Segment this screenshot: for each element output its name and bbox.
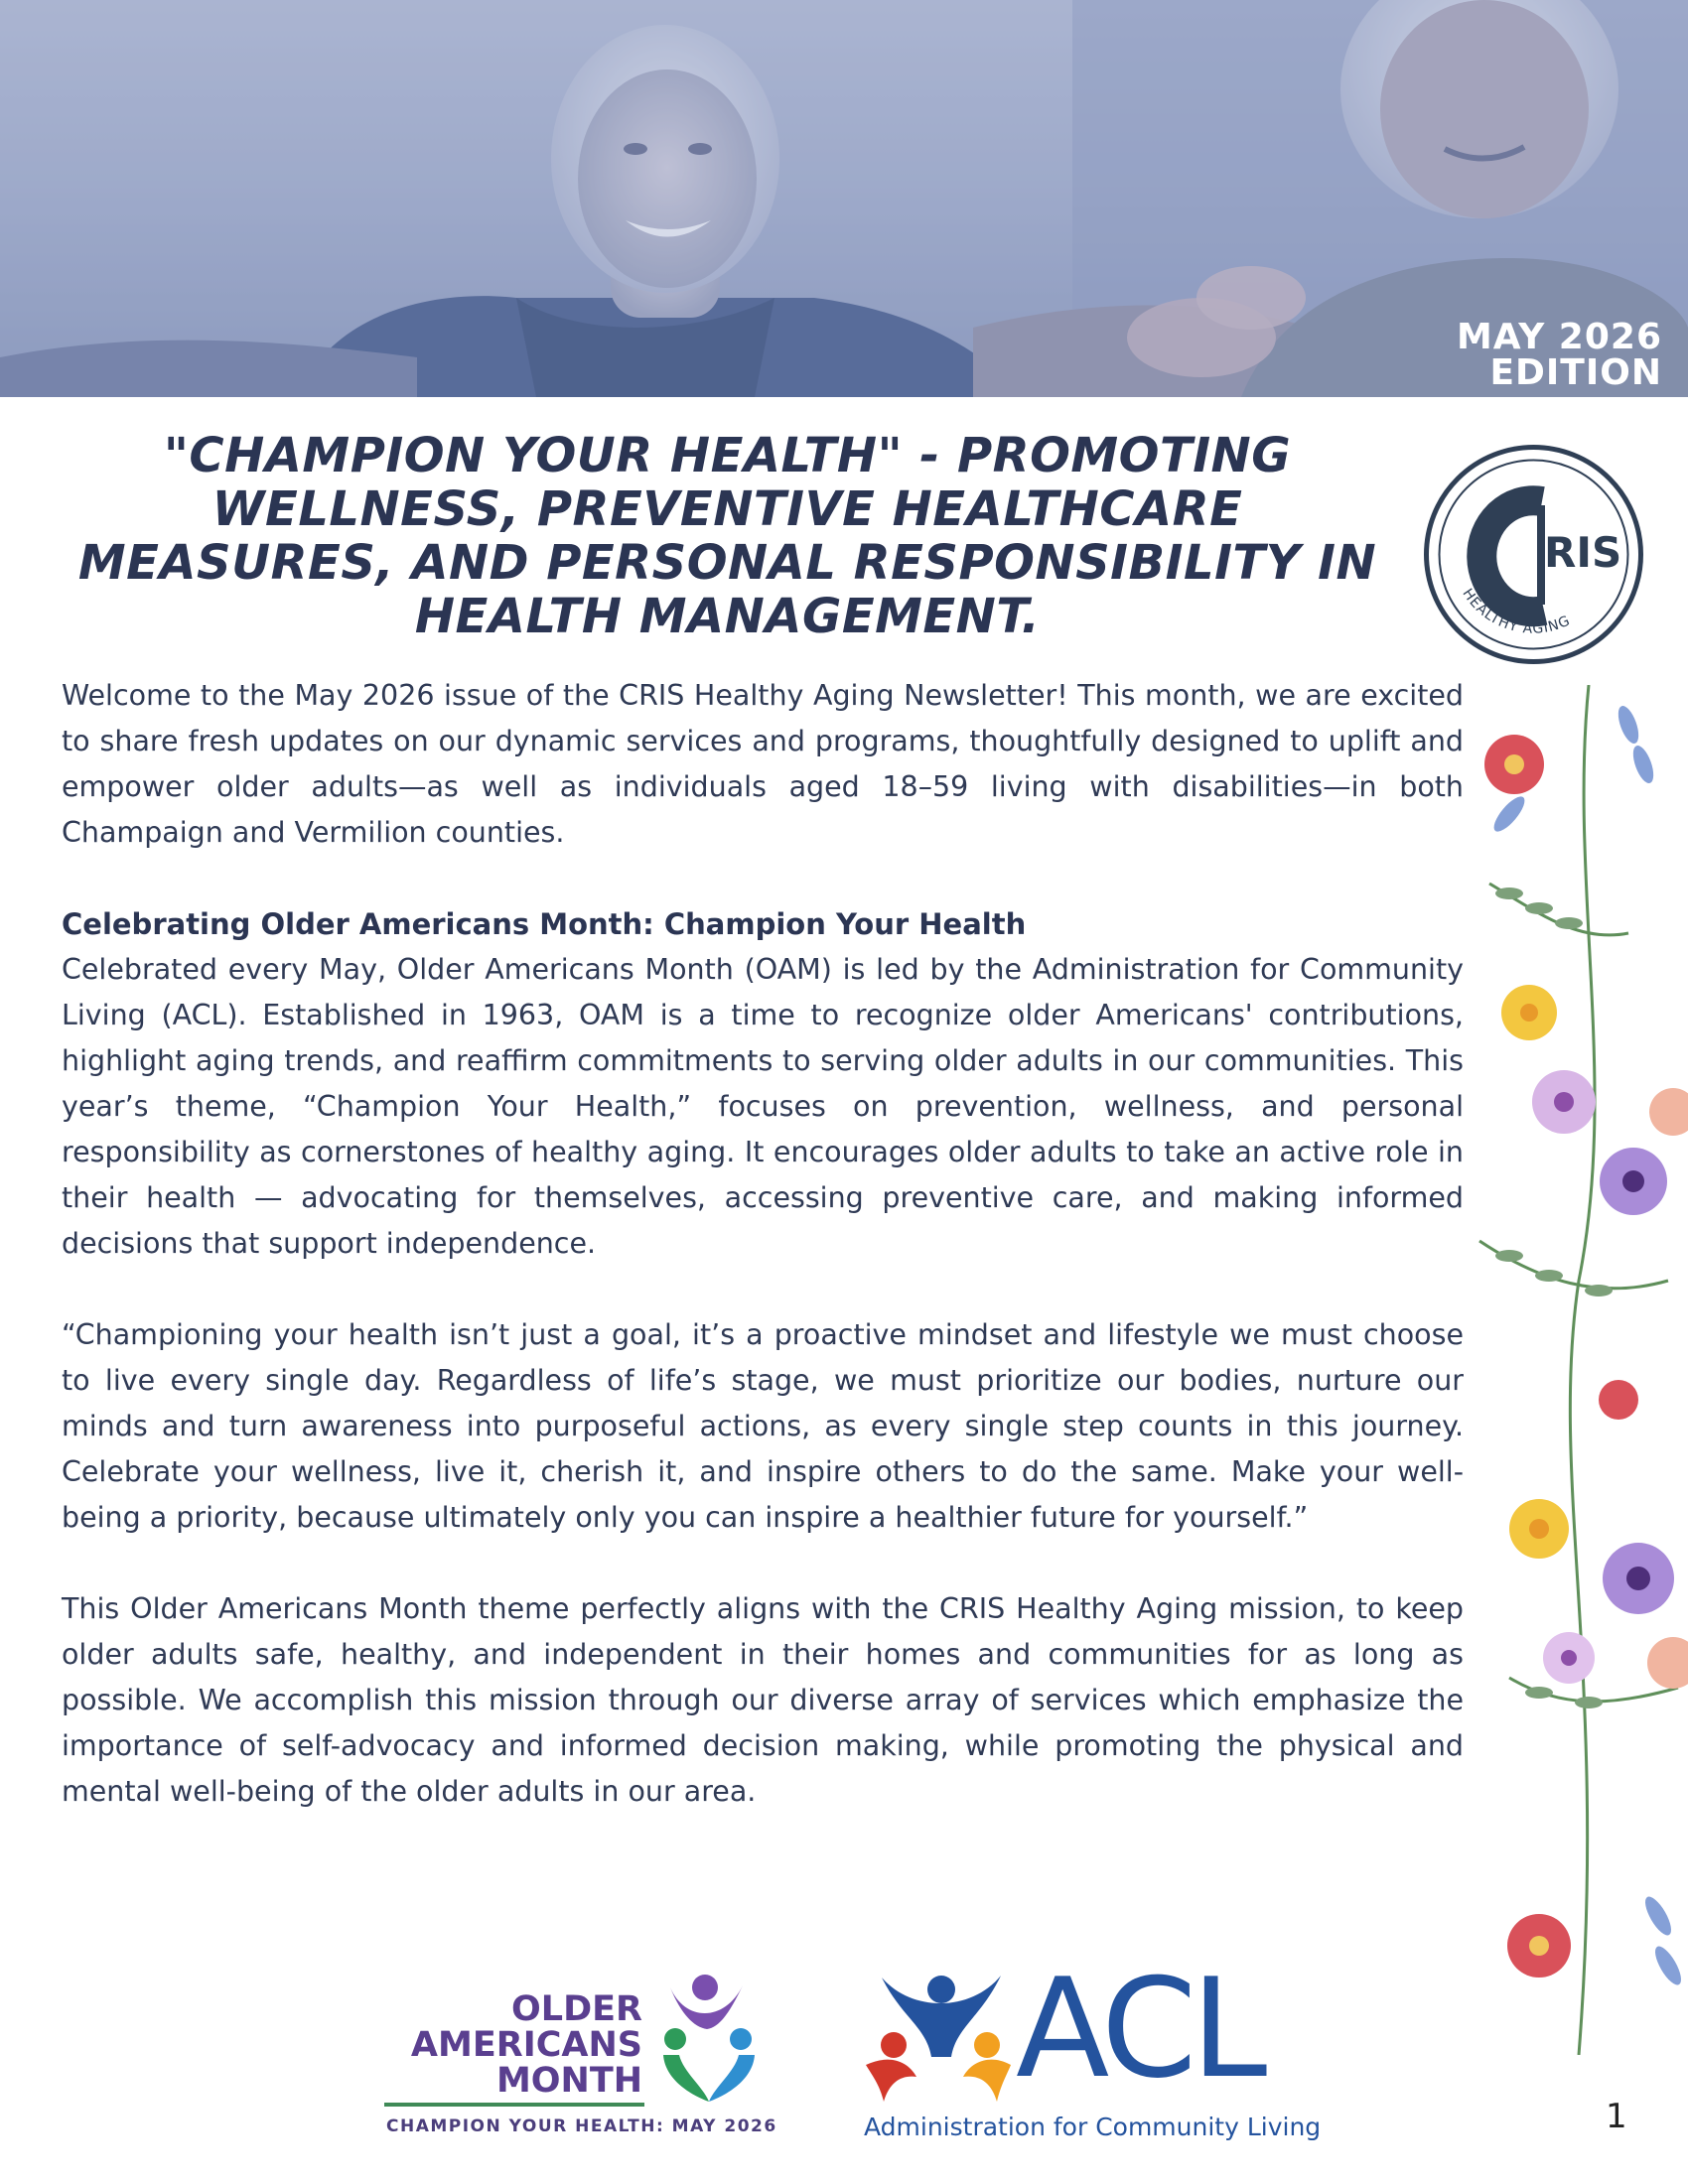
closing-paragraph: This Older Americans Month theme perfectly aligns with the CRIS Healthy Aging mission, to keep older adults safe, healthy, and independent in their homes and communities for as long as possible. We accomplish this mission through our diverse array of services which emphasize the importance of self-advocacy and informed decision making, while promoting the physical and mental well-being of the older adults in our area. xyxy=(62,1592,1464,1808)
older-americans-month-logo xyxy=(382,1968,777,2148)
header-photo-banner xyxy=(0,0,1688,397)
edition-label xyxy=(1456,317,1662,393)
edition-month: MAY 2026 xyxy=(1456,317,1662,357)
cris-logo-letters: RIS xyxy=(1544,528,1622,577)
cris-logo-ring-text: HEALTHY AGING xyxy=(1459,586,1574,637)
oam-green-rule xyxy=(384,2103,644,2107)
acl-full-name: Administration for Community Living xyxy=(864,2113,1322,2141)
acl-logo xyxy=(862,1949,1322,2146)
quote-paragraph: “Championing your health isn’t just a goal, it’s a proactive mindset and lifestyle we must choose to live every single day. Regardless of life’s stage, we must prioritize our bodies, nurture our minds and turn awareness into purposeful actions, as every single step counts in this journey. Celebrate your wellness, live it, cherish it, and inspire others to do the same. Make your well-being a priority, because ultimately only you can inspire a healthier future for yourself.” xyxy=(62,1318,1464,1534)
header-photo xyxy=(0,0,1688,397)
intro-paragraph: Welcome to the May 2026 issue of the CRIS Healthy Aging Newsletter! This month, we are excited to share fresh updates on our dynamic services and programs, thoughtfully designed to uplift and empower older adults—as well as individuals aged 18–59 living with disabilities—in both Champaign and Vermilion counties. xyxy=(62,679,1464,849)
acl-wordmark: ACL xyxy=(1016,1949,1262,2109)
floral-border-decoration xyxy=(1470,685,1688,2055)
page-number: 1 xyxy=(1606,2097,1627,2136)
oam-figures-icon xyxy=(655,1968,765,2107)
oam-paragraph: Celebrated every May, Older Americans Month (OAM) is led by the Administration for Community Living (ACL). Established in 1963, OAM is a time to recognize older Americans' contributions, highlight aging trends, and reaffirm commitments to serving older adults in our communities. This year’s theme, “Champion Your Health,” focuses on prevention, wellness, and personal responsibility as cornerstones of healthy aging. It encourages older adults to take an active role in their health — advocating for themselves, accessing preventive care, and making informed decisions that support independence. xyxy=(62,953,1464,1260)
cris-healthy-aging-logo xyxy=(1423,444,1644,665)
acl-figures-icon xyxy=(862,1968,1026,2107)
page-title: "CHAMPION YOUR HEALTH" - PROMOTING WELLNESS, PREVENTIVE HEALTHCARE MEASURES, AND PERSONAL RESPONSIBILITY IN HEALTH MANAGEMENT. xyxy=(77,428,1377,644)
edition-word: EDITION xyxy=(1489,352,1662,393)
oam-line-1: OLDER xyxy=(511,1989,642,2029)
oam-tagline: CHAMPION YOUR HEALTH: MAY 2026 xyxy=(386,2116,777,2136)
newsletter-body xyxy=(62,673,1464,1860)
oam-line-2: AMERICANS xyxy=(410,2025,642,2065)
section-heading: Celebrating Older Americans Month: Champion Your Health xyxy=(62,907,1027,941)
oam-line-3: MONTH xyxy=(495,2061,642,2101)
oam-wordmark xyxy=(382,1991,642,2099)
